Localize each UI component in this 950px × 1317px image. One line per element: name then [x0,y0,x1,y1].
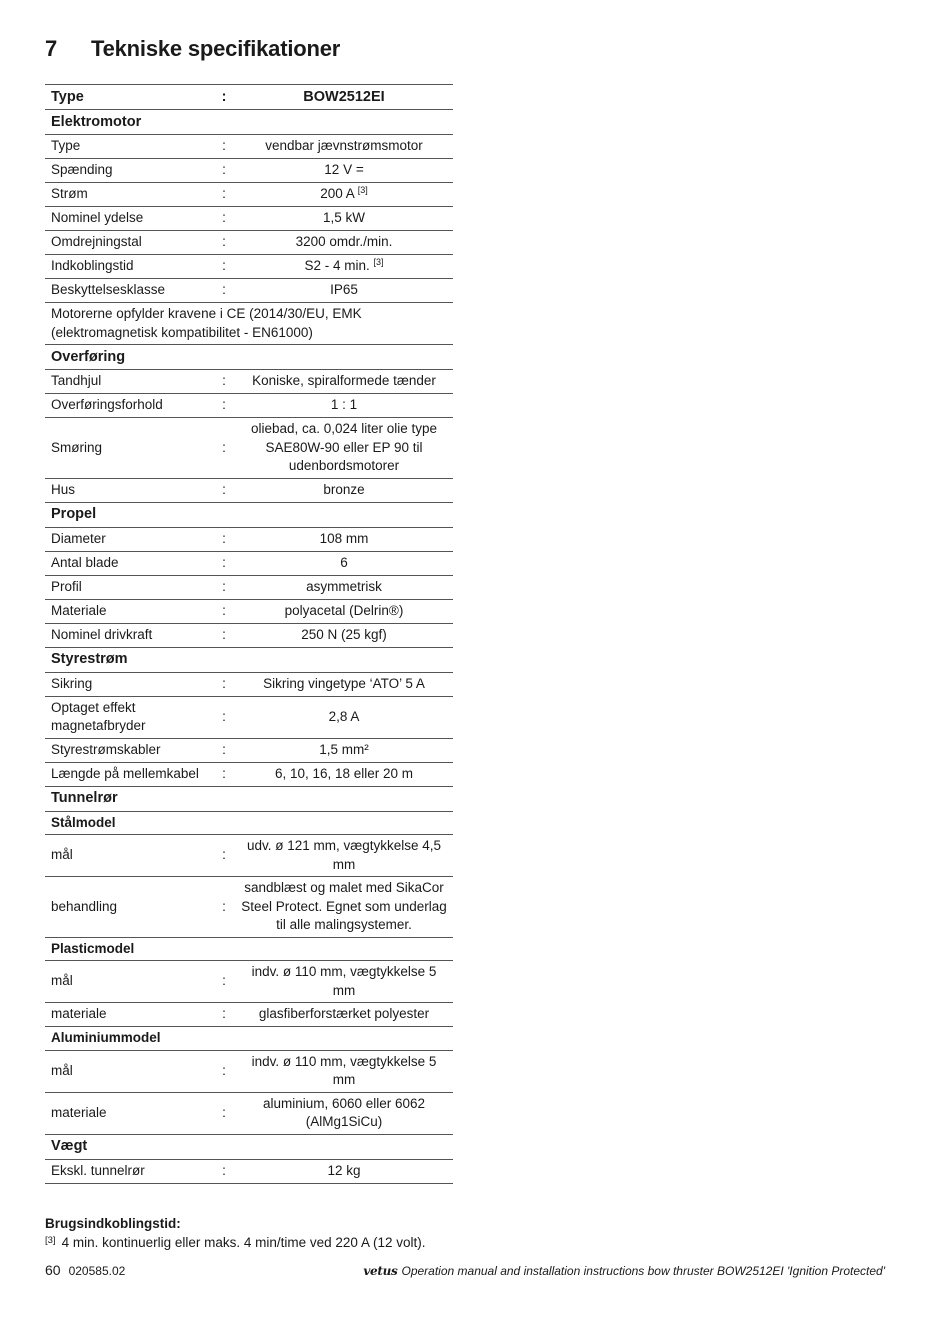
spec-row [45,394,453,418]
spec-row [45,1092,453,1134]
page-footer [45,1262,885,1278]
spec-row [45,135,453,159]
spec-value: 6 [235,551,453,575]
colon: : [213,135,235,159]
spec-label: Profil [45,575,213,599]
spec-value-cell [235,255,453,279]
footer-right [363,1264,885,1278]
spec-row [45,255,453,279]
colon: : [213,207,235,231]
spec-label: Materiale [45,599,213,623]
colon: : [213,551,235,575]
section-number: 7 [45,36,58,61]
colon: : [213,183,235,207]
spec-row [45,623,453,647]
colon: : [213,623,235,647]
spec-label: Omdrejningstal [45,231,213,255]
spec-value: Koniske, spiralformede tænder [235,370,453,394]
spec-value: IP65 [235,279,453,303]
spec-value: vendbar jævnstrømsmotor [235,135,453,159]
spec-row [45,183,453,207]
spec-row [45,762,453,786]
spec-value: sandblæst og malet med SikaCor Steel Protect. Egnet som underlag til alle malingsystemer. [235,877,453,938]
colon: : [213,738,235,762]
spec-value: indv. ø 110 mm, vægtykkelse 5 mm [235,1050,453,1092]
spec-label: Overføringsforhold [45,394,213,418]
spec-value: oliebad, ca. 0,024 liter olie type SAE80W-90 eller EP 90 til udenbordsmotorer [235,418,453,479]
spec-row [45,551,453,575]
spec-label: behandling [45,877,213,938]
colon: : [213,255,235,279]
colon: : [213,231,235,255]
spec-label: Nominel ydelse [45,207,213,231]
spec-row [45,159,453,183]
spec-row [45,877,453,938]
spec-value: Sikring vingetype ‘ATO’ 5 A [235,672,453,696]
spec-row [45,575,453,599]
spec-row [45,207,453,231]
subsection-row-staal [45,811,453,835]
section-row-vaegt [45,1134,453,1159]
spec-value: 200 A [320,186,354,202]
spec-label: mål [45,835,213,877]
section-row-styrestrom [45,647,453,672]
section-row-elektromotor [45,110,453,135]
colon: : [213,85,235,110]
colon: : [213,527,235,551]
spec-value: udv. ø 121 mm, vægtykkelse 4,5 mm [235,835,453,877]
spec-label: Ekskl. tunnelrør [45,1159,213,1183]
spec-value: aluminium, 6060 eller 6062 (AlMg1SiCu) [235,1092,453,1134]
section-row-overforing [45,345,453,370]
spec-value: polyacetal (Delrin®) [235,599,453,623]
spec-row [45,370,453,394]
spec-value: 1,5 mm² [235,738,453,762]
spec-row [45,231,453,255]
spec-value-cell [235,183,453,207]
ce-note: Motorerne opfylder kravene i CE (2014/30/EU, EMK (elektromagnetisk kompatibilitet - EN61000) [45,303,453,345]
spec-value: asymmetrisk [235,575,453,599]
spec-value: glasfiberforstærket polyester [235,1003,453,1027]
spec-row [45,527,453,551]
colon: : [213,835,235,877]
spec-row [45,1159,453,1183]
subsection-title-plastic: Plasticmodel [45,937,453,961]
footnote-text: 4 min. kontinuerlig eller maks. 4 min/time ved 220 A (12 volt). [61,1235,426,1250]
colon: : [213,159,235,183]
spec-row [45,478,453,502]
section-title-overforing: Overføring [45,345,453,370]
subsection-title-aluminium: Aluminiummodel [45,1027,453,1051]
colon: : [213,672,235,696]
spec-row [45,835,453,877]
type-value: BOW2512EI [235,85,453,110]
doc-code: 020585.02 [68,1264,126,1278]
spec-value: 250 N (25 kgf) [235,623,453,647]
spec-label: materiale [45,1092,213,1134]
spec-label: Type [45,135,213,159]
colon: : [213,370,235,394]
brand-logo: vetus [363,1264,398,1278]
colon: : [213,1092,235,1134]
colon: : [213,1050,235,1092]
footnote-ref: [3] [357,185,368,196]
type-row [45,85,453,110]
footnote [45,1235,425,1250]
spec-value: 2,8 A [235,696,453,738]
page-number: 60 [45,1262,61,1278]
colon: : [213,599,235,623]
spec-value: 1 : 1 [235,394,453,418]
footnote-ref: [3] [45,1235,56,1246]
spec-label: Antal blade [45,551,213,575]
spec-label: Nominel drivkraft [45,623,213,647]
section-title: Tekniske specifikationer [91,36,341,61]
spec-label: Optaget effekt magnetafbryder [45,696,213,738]
spec-label: Hus [45,478,213,502]
spec-label: Indkoblingstid [45,255,213,279]
page-heading [45,36,340,62]
colon: : [213,279,235,303]
section-title-styrestrom: Styrestrøm [45,647,453,672]
spec-row [45,599,453,623]
spec-row [45,961,453,1003]
section-row-tunnelror [45,786,453,811]
colon: : [213,575,235,599]
spec-row [45,738,453,762]
colon: : [213,1159,235,1183]
colon: : [213,418,235,479]
colon: : [213,877,235,938]
spec-row [45,1050,453,1092]
colon: : [213,762,235,786]
spec-row [45,279,453,303]
spec-value: 108 mm [235,527,453,551]
spec-label: Længde på mellemkabel [45,762,213,786]
spec-value: 3200 omdr./min. [235,231,453,255]
spec-label: Sikring [45,672,213,696]
spec-label: Styrestrømskabler [45,738,213,762]
spec-label: Spænding [45,159,213,183]
spec-value: S2 - 4 min. [304,258,370,274]
footnote-ref: [3] [373,257,384,268]
section-title-propel: Propel [45,502,453,527]
spec-label: mål [45,1050,213,1092]
spec-value: bronze [235,478,453,502]
spec-label: mål [45,961,213,1003]
section-title-tunnelror: Tunnelrør [45,786,453,811]
subsection-row-plastic [45,937,453,961]
spec-label: Diameter [45,527,213,551]
colon: : [213,394,235,418]
type-label: Type [45,85,213,110]
subsection-title-staal: Stålmodel [45,811,453,835]
subsection-row-aluminium [45,1027,453,1051]
spec-row [45,418,453,479]
spec-value: 12 kg [235,1159,453,1183]
spec-row [45,1003,453,1027]
colon: : [213,961,235,1003]
spec-row [45,672,453,696]
colon: : [213,478,235,502]
spec-label: Smøring [45,418,213,479]
spec-label: Strøm [45,183,213,207]
spec-value: 6, 10, 16, 18 eller 20 m [235,762,453,786]
spec-label: Beskyttelsesklasse [45,279,213,303]
spec-label: materiale [45,1003,213,1027]
colon: : [213,696,235,738]
spec-value: 12 V = [235,159,453,183]
spec-row [45,696,453,738]
section-title-elektromotor: Elektromotor [45,110,453,135]
colon: : [213,1003,235,1027]
spec-value: indv. ø 110 mm, vægtykkelse 5 mm [235,961,453,1003]
footnote-title: Brugsindkoblingstid: [45,1216,181,1231]
spec-label: Tandhjul [45,370,213,394]
note-row [45,303,453,345]
section-row-propel [45,502,453,527]
spec-value: 1,5 kW [235,207,453,231]
section-title-vaegt: Vægt [45,1134,453,1159]
manual-title: Operation manual and installation instructions bow thruster BOW2512EI 'Ignition Protected' [401,1264,885,1278]
spec-table [45,84,453,1184]
